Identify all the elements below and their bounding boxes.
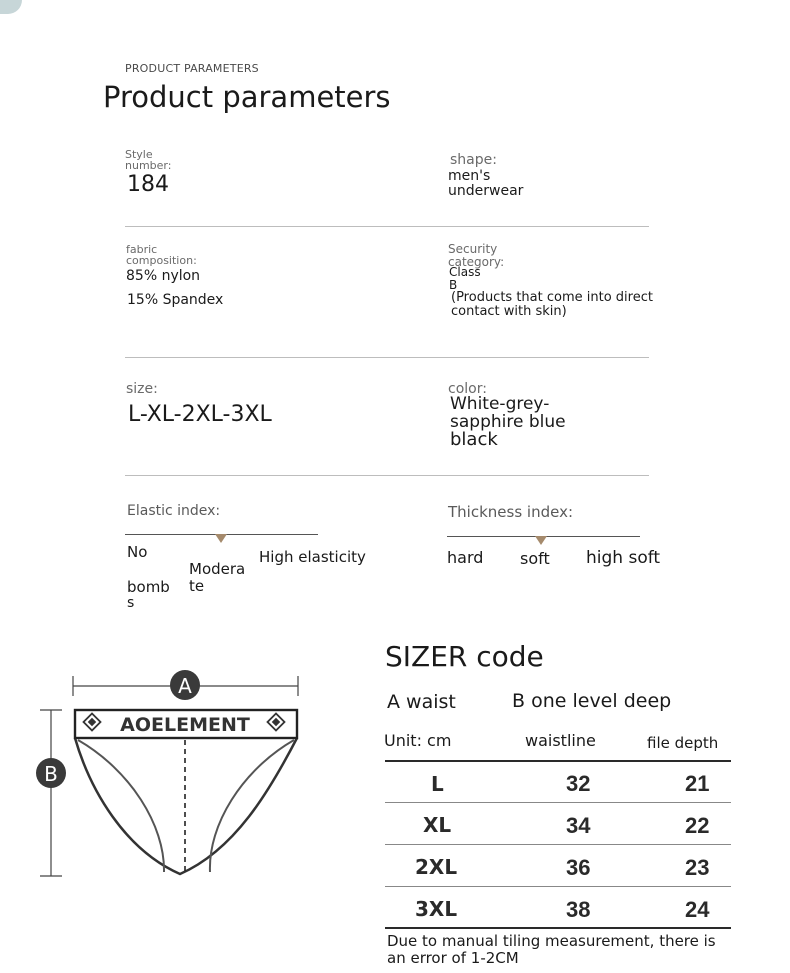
- table-rule: [385, 886, 731, 887]
- table-cell-waist: 36: [566, 855, 591, 880]
- table-cell-depth: 22: [685, 813, 710, 838]
- table-rule: [385, 844, 731, 845]
- style-number-label: Style number:: [125, 148, 172, 172]
- size-label: size:: [126, 381, 158, 397]
- elastic-left-2: bomb: [127, 578, 170, 596]
- table-cell-depth: 23: [685, 855, 710, 880]
- security-note-2: contact with skin): [451, 304, 567, 319]
- security-note-1: (Products that come into direct: [451, 290, 653, 305]
- divider-2: [125, 357, 649, 358]
- fabric-value-1: 85% nylon: [126, 268, 201, 284]
- divider-3: [125, 475, 649, 476]
- table-rule-top: [385, 760, 731, 762]
- table-cell-waist: 34: [566, 813, 591, 838]
- elastic-left-3: s: [127, 595, 135, 611]
- divider-1: [125, 226, 649, 227]
- security-value-1: Class: [449, 265, 481, 279]
- marker-a: A: [178, 674, 192, 698]
- thickness-mid: soft: [520, 549, 550, 568]
- size-chart-title: SIZER code: [385, 640, 544, 673]
- color-value-3: black: [450, 429, 498, 450]
- section-kicker: PRODUCT PARAMETERS: [125, 62, 259, 75]
- table-cell-waist: 32: [566, 771, 591, 796]
- shape-label: shape:: [450, 152, 497, 168]
- thickness-left: hard: [447, 548, 484, 567]
- shape-value-1: men's: [448, 168, 491, 184]
- legend-b: B one level deep: [512, 690, 672, 712]
- elastic-left-1: No: [127, 543, 148, 561]
- color-value-2: sapphire blue: [450, 412, 566, 432]
- style-number-value: 184: [127, 172, 169, 197]
- fabric-label-1: fabric: [126, 243, 158, 256]
- security-value-2: B: [449, 278, 458, 292]
- measurement-note-2: an error of 1-2CM: [387, 949, 519, 967]
- underwear-diagram: [30, 660, 320, 890]
- brand-logo: AOELEMENT: [120, 714, 250, 736]
- table-cell-size: XL: [423, 813, 452, 837]
- table-cell-depth: 21: [685, 771, 710, 796]
- table-cell-waist: 38: [566, 897, 591, 922]
- table-cell-size: 3XL: [415, 897, 458, 921]
- page-title: Product parameters: [103, 80, 391, 114]
- thickness-marker: [535, 536, 547, 545]
- table-rule-bottom: [385, 927, 731, 929]
- elastic-marker: [215, 534, 227, 543]
- table-cell-size: 2XL: [415, 855, 458, 879]
- thickness-index-label: Thickness index:: [448, 503, 573, 521]
- col-header-waistline: waistline: [525, 731, 596, 750]
- measurement-note-1: Due to manual tiling measurement, there is: [387, 932, 716, 950]
- fabric-label-2: composition:: [126, 254, 197, 267]
- table-cell-size: L: [431, 772, 444, 796]
- fabric-value-2: 15% Spandex: [127, 292, 224, 308]
- table-rule: [385, 802, 731, 803]
- corner-decoration: [0, 0, 22, 14]
- marker-b: B: [44, 762, 58, 786]
- brief-outline: [75, 738, 297, 874]
- col-header-depth: file depth: [647, 734, 719, 752]
- thickness-right: high soft: [586, 548, 661, 568]
- unit-label: Unit: cm: [384, 731, 452, 750]
- elastic-mid-1: Modera: [189, 560, 246, 578]
- color-value-1: White-grey-: [450, 394, 550, 414]
- elastic-right: High elasticity: [259, 548, 366, 566]
- legend-a: A waist: [387, 691, 456, 713]
- table-cell-depth: 24: [685, 897, 710, 922]
- security-label-1: Security: [448, 242, 498, 256]
- elastic-index-label: Elastic index:: [127, 503, 221, 519]
- color-label: color:: [448, 381, 487, 397]
- size-value: L-XL-2XL-3XL: [128, 402, 272, 427]
- shape-value-2: underwear: [448, 183, 524, 199]
- security-label-2: category:: [448, 255, 505, 269]
- elastic-mid-2: te: [189, 577, 205, 595]
